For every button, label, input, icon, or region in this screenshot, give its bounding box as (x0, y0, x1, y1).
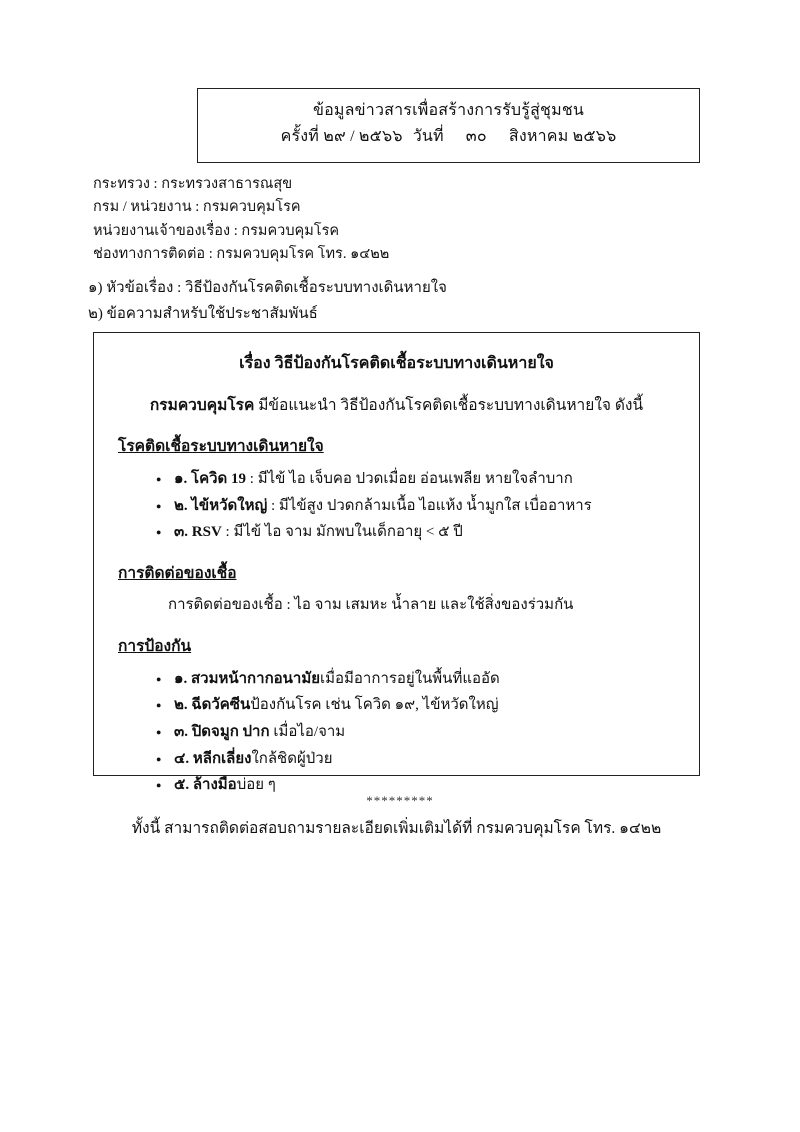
prevention-text: ใกล้ชิดผู้ป่วย (251, 750, 333, 767)
header-date-day: ๓๐ (465, 128, 487, 145)
disease-text: : มีไข้สูง ปวดกล้ามเนื้อ ไอแห้ง น้ำมูกใส เบื่ออาหาร (270, 497, 592, 514)
prevention-label: ล้างมือ (192, 777, 237, 794)
disease-list (112, 466, 681, 546)
meta-owner: หน่วยงานเจ้าของเรื่อง : กรมควบคุมโรค (93, 222, 340, 239)
list-item (156, 692, 681, 719)
disease-label: ไข้หวัดใหญ่ (191, 497, 268, 514)
footer-separator: ********* (366, 793, 434, 808)
header-issue-line (204, 123, 693, 150)
header-title: ข้อมูลข่าวสารเพื่อสร้างการรับรู้สู่ชุมชน (312, 102, 585, 119)
prevention-text: ป้องกันโรค เช่น โควิด ๑๙, ไข้หวัดใหญ่ (250, 697, 499, 714)
prevention-number: ๓. (174, 723, 189, 740)
prevention-label: หลีกเลี่ยง (192, 750, 252, 767)
content-intro-bold: กรมควบคุมโรค (149, 397, 255, 414)
section-heading-transmission: การติดต่อของเชื้อ (118, 565, 237, 583)
list-item (156, 719, 681, 746)
prevention-label: ปิดจมูก ปาก (191, 723, 270, 740)
section-heading-prevention: การป้องกัน (118, 637, 192, 655)
disease-label: โควิด 19 (191, 471, 247, 487)
prevention-number: ๔. (174, 750, 190, 767)
prevention-label: สวมหน้ากากอนามัย (191, 670, 321, 687)
prevention-number: ๕. (174, 777, 190, 794)
content-title: เรื่อง วิธีป้องกันโรคติดเชื้อระบบทางเดินหายใจ (239, 355, 554, 372)
content-intro-rest: มีข้อแนะนำ วิธีป้องกันโรคติดเชื้อระบบทางเดินหายใจ ดังนี้ (254, 397, 644, 414)
list-item (156, 746, 681, 773)
prevention-text: เมื่อไอ/จาม (273, 723, 346, 740)
header-date-label: วันที่ (412, 128, 444, 145)
list-item (156, 466, 681, 493)
prevention-number: ๑. (174, 670, 188, 687)
meta-block (93, 173, 693, 267)
list-item (156, 666, 681, 693)
prevention-list (112, 666, 681, 799)
meta-ministry: กระทรวง : กระทรวงสาธารณสุข (93, 176, 293, 192)
list-item (156, 493, 681, 520)
content-box (93, 332, 700, 837)
disease-number: ๑. (174, 471, 188, 487)
content-intro (112, 392, 681, 417)
disease-text: : มีไข้ ไอ จาม มักพบในเด็กอายุ < ๕ ปี (225, 524, 463, 541)
disease-number: ๓. (174, 524, 189, 541)
section-heading-diseases: โรคติดเชื้อระบบทางเดินหายใจ (118, 438, 324, 455)
header-date-month: สิงหาคม (508, 128, 569, 145)
prevention-number: ๒. (174, 697, 188, 714)
disease-label: RSV (191, 524, 222, 541)
content-tail: ทั้งนี้ สามารถติดต่อสอบถามรายละเอียดเพิ่มเติมได้ที่ กรมควบคุมโรค โทร. ๑๔๒๒ (131, 820, 662, 837)
list-item (156, 519, 681, 546)
header-box (197, 88, 700, 163)
transmission-text: การติดต่อของเชื้อ : ไอ จาม เสมหะ น้ำลาย และใช้สิ่งของร่วมกัน (168, 597, 574, 614)
prevention-label: ฉีดวัคซีน (191, 697, 251, 714)
header-issue-number: ครั้งที่ ๒๙ / ๒๕๖๖ (280, 128, 403, 145)
topic-subject-line: ๑) หัวข้อเรื่อง : วิธีป้องกันโรคติดเชื้อระบบทางเดินหายใจ (88, 280, 447, 296)
prevention-text: เมื่อมีอาการอยู่ในพื้นที่แออัด (320, 670, 500, 687)
prevention-text: บ่อย ๆ (236, 777, 276, 794)
meta-department: กรม / หน่วยงาน : กรมควบคุมโรค (93, 199, 301, 216)
header-date-year: ๒๕๖๖ (572, 128, 617, 145)
meta-contact: ช่องทางการติดต่อ : กรมควบคุมโรค โทร. ๑๔๒๒ (93, 246, 390, 263)
topic-publicity-line: ๒) ข้อความสำหรับใช้ประชาสัมพันธ์ (88, 306, 318, 322)
disease-text: : มีไข้ ไอ เจ็บคอ ปวดเมื่อย อ่อนเพลีย หายใจลำบาก (249, 471, 573, 487)
disease-number: ๒. (174, 497, 188, 514)
